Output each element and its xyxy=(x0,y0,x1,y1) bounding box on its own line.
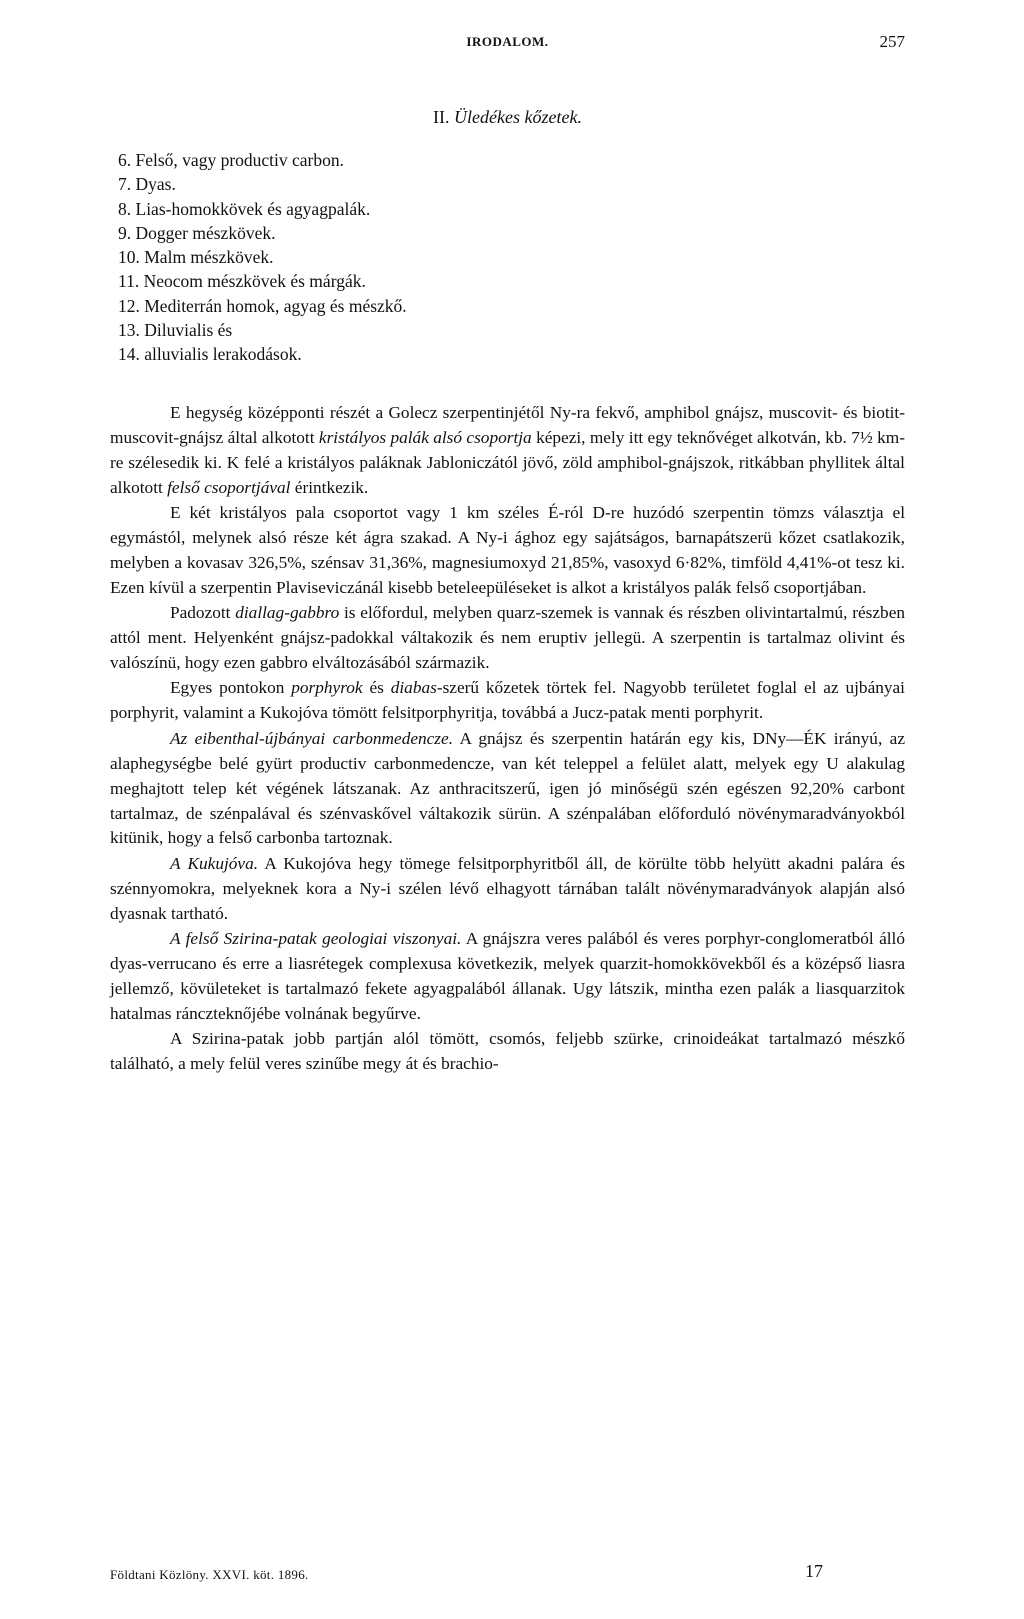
journal-citation: Földtani Közlöny. XXVI. köt. 1896. xyxy=(110,1567,309,1582)
italic-text: A felső Szirina-patak geologiai viszonyai. xyxy=(170,929,462,949)
page-number: 257 xyxy=(879,32,905,51)
text-run: E két kristályos pala csoportot vagy 1 km széles É-ról D-re huzódó szerpentin tömzs választja el egymástól, melynek alsó része két ágra szakad. A Ny-i ághoz egy sajátságos, barnapátszerü kőzet csatlakozik, melyben a kovasav 326,5%, szénsav 31,36%, magnesiumoxyd 21,85%, vasoxyd 6·82%, timföld 4,41%-ot tesz ki. Ezen kívül a szerpentin Plaviseviczánál kisebb beteleepüléseket is alkot a kristályos palák felső csoportjában. xyxy=(110,503,905,597)
italic-text: diallag-gabbro xyxy=(235,603,340,623)
list-item: 8. Lias-homokkövek és agyagpalák. xyxy=(118,198,371,219)
section-title: Üledékes kőzetek. xyxy=(454,107,582,127)
strata-list xyxy=(118,148,407,367)
paragraph xyxy=(110,852,905,927)
text-run: A gnájszra veres palából és veres porphyr-conglomeratból álló dyas-verrucano és erre a liasrétegek complexusa következik, melyek quarzit-homokkövekből és a középső liasra jellemző, kövületeket is tartalmazó fekete agyagpalából állanak. Ugy látszik, mintha ezen palák a liasquarzitok hatalmas ránczteknőjébe volnának begyűrve. xyxy=(110,929,905,1023)
text-run: Egyes pontokon xyxy=(170,678,292,698)
list-item: 12. Mediterrán homok, agyag és mészkő. xyxy=(118,295,407,316)
page-footer xyxy=(110,1563,905,1587)
italic-text: kristályos palák alsó csoportja xyxy=(318,427,532,447)
running-head xyxy=(110,34,905,56)
paragraph xyxy=(110,601,905,676)
text-run: E hegység középponti részét a Golecz szerpentinjétől Ny-ra fekvő, amphibol gnájsz, muscovit- és biotit-muscovit-gnájsz által alkotott xyxy=(110,403,905,447)
paragraph xyxy=(110,401,905,501)
italic-text: diabas xyxy=(390,678,437,698)
list-item: 7. Dyas. xyxy=(118,174,176,195)
italic-text: A Kukujóva. xyxy=(170,853,259,873)
list-item: 9. Dogger mészkövek. xyxy=(118,222,276,243)
list-item: 13. Diluvialis és xyxy=(118,320,233,341)
paragraph xyxy=(110,676,905,726)
text-run: érintkezik. xyxy=(290,477,369,497)
list-item: 10. Malm mészkövek. xyxy=(118,247,274,268)
paragraph xyxy=(110,501,905,601)
italic-text: felső csoportjával xyxy=(167,477,291,497)
paragraph xyxy=(110,1027,905,1077)
text-run: A gnájsz és szerpentin határán egy kis, DNy—ÉK irányú, az alaphegységbe belé gyürt productiv carbonmedencze, van két teleppel a felület alatt, melyek egy U alakulag meghajtott telep két végének látszanak. Az anthracitszerű, igen jó minőségü szén egészen 92,20% carbont tartalmaz, de szénpalával és szénvaskővel váltakozik sürün. A szénpalában előforduló növénymaradványokból kitünik, hogy a felső carbonba tartoznak. xyxy=(110,728,905,848)
running-title: IRODALOM. xyxy=(466,34,549,49)
paragraph xyxy=(110,927,905,1027)
body-text xyxy=(110,401,905,1077)
text-run: Padozott xyxy=(170,603,236,623)
list-item: 11. Neocom mészkövek és márgák. xyxy=(118,271,366,292)
text-run: is előfordul, melyben quarz-szemek is vannak és részben olivintartalmú, részben attól ment. Helyenként gnájsz-padokkal váltakozik és nem eruptiv jellegü. A szerpentin is tartalmaz olivint és valószínü, hogy ezen gabbro elváltozásából származik. xyxy=(110,603,906,673)
sheet-signature: 17 xyxy=(805,1561,823,1581)
section-heading xyxy=(110,107,905,128)
italic-text: porphyrok xyxy=(291,678,363,698)
italic-text: Az eibenthal-újbányai carbonmedencze. xyxy=(170,728,454,748)
text-run: és xyxy=(362,678,391,698)
list-item: 6. Felső, vagy productiv carbon. xyxy=(118,150,344,170)
paragraph xyxy=(110,727,905,852)
text-run: képezi, mely itt egy teknővéget alkotván, kb. 7½ km-re szélesedik ki. K felé a kristályos paláknak Jabloniczától jövő, zöld amphibol-gnájszok, ritkábban phyllitek által alkotott xyxy=(110,427,905,497)
section-number: II. xyxy=(433,107,450,127)
list-item: 14. alluvialis lerakodások. xyxy=(118,344,302,365)
text-run: -szerű kőzetek törtek fel. Nagyobb területet foglal el az ujbányai porphyrit, valamint a Kukojóva tömött felsitporphyritja, továbbá a Jucz-patak menti porphyrit. xyxy=(110,678,905,723)
text-run: A Kukojóva hegy tömege felsitporphyritből áll, de körülte több helyütt akadni palára és szénnyomokra, melyeknek kora a Ny-i szélen lévő elhagyott tárnában talált növénymaradványok alapján alsó dyasnak tartható. xyxy=(110,853,905,923)
text-run: A Szirina-patak jobb partján alól tömött, csomós, feljebb szürke, crinoideákat tartalmazó mészkő található, a mely felül veres szinűbe megy át és brachio- xyxy=(110,1029,905,1074)
